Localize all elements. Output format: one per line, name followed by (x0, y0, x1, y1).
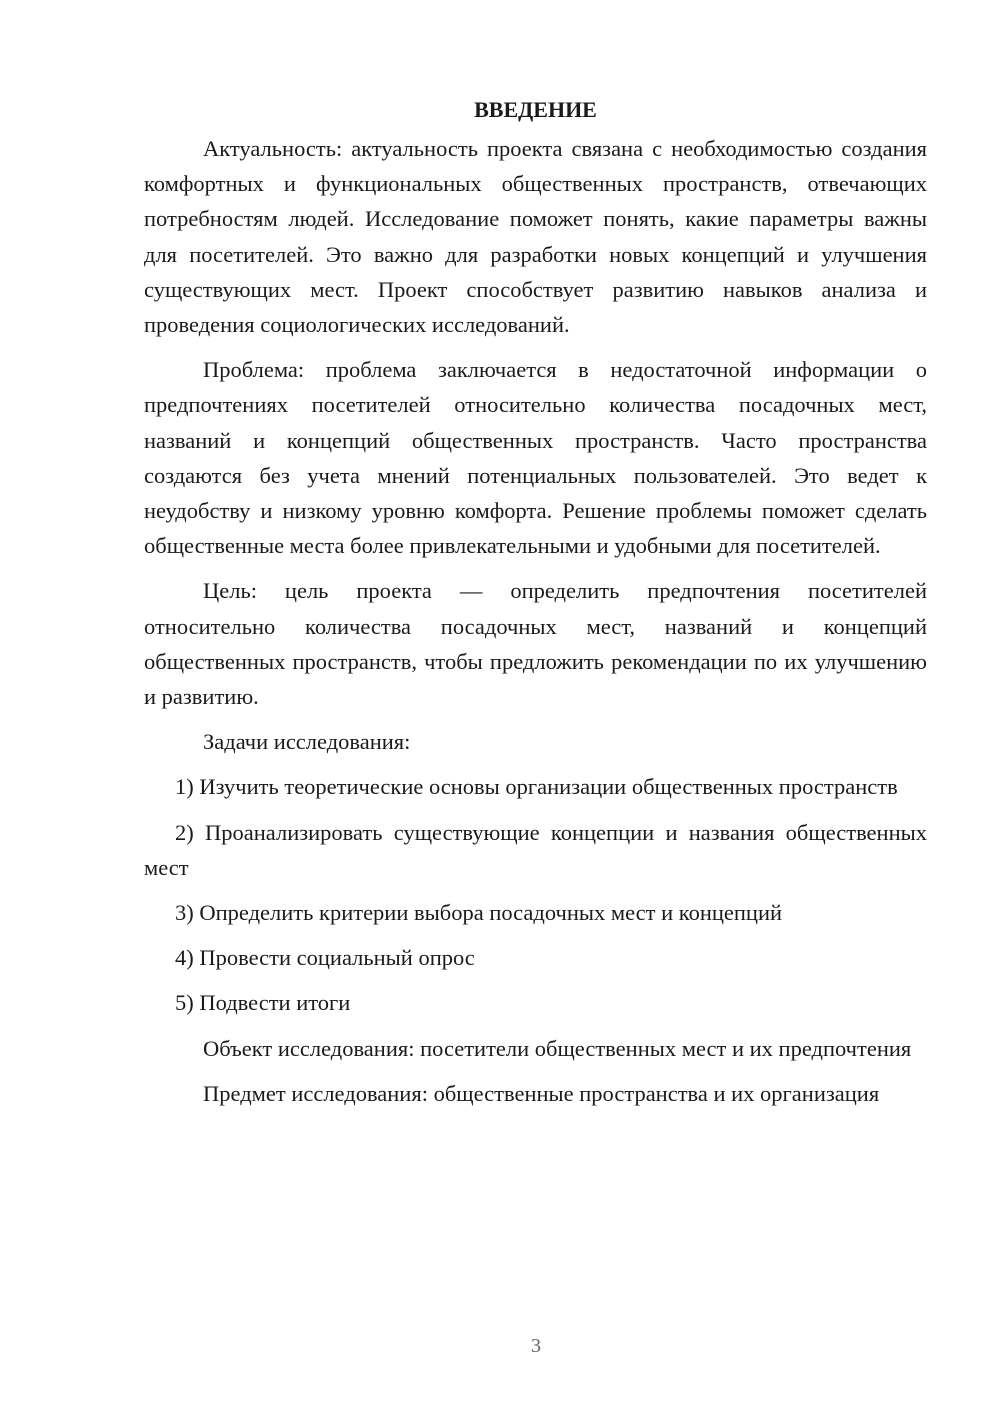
task-item-4: 4) Провести социальный опрос (175, 945, 475, 971)
goal-paragraph: Цель: цель проекта — определить предпочтения посетителей относительно количества посадочных мест, названий и концепций общественных пространств, чтобы предложить рекомендации по их улучшению и развитию. (144, 578, 927, 710)
section-heading: ВВЕДЕНИЕ (474, 97, 597, 122)
problem-paragraph: Проблема: проблема заключается в недостаточной информации о предпочтениях посетителей относительно количества посадочных мест, названий и концепций общественных пространств. Часто пространства создаются без учета мнений потенциальных пользователей. Это ведет к неудобству и низкому уровню комфорта. Решение проблемы поможет сделать общественные места более привлекательными и удобными для посетителей. (144, 357, 927, 559)
task-item-1: 1) Изучить теоретические основы организации общественных пространств (175, 774, 898, 800)
page-content (144, 92, 927, 1121)
task-item-2: 2) Проанализировать существующие концепции и названия общественных мест (144, 819, 927, 880)
page-number: 3 (531, 1335, 541, 1357)
subject-paragraph: Предмет исследования: общественные пространства и их организация (203, 1080, 880, 1106)
object-paragraph: Объект исследования: посетители общественных мест и их предпочтения (203, 1035, 912, 1061)
task-item-5: 5) Подвести итоги (175, 990, 351, 1016)
task-item-3: 3) Определить критерии выбора посадочных мест и концепций (175, 900, 783, 926)
tasks-label: Задачи исследования: (203, 729, 411, 755)
relevance-paragraph: Актуальность: актуальность проекта связана с необходимостью создания комфортных и функциональных общественных пространств, отвечающих потребностям людей. Исследование поможет понять, какие параметры важны для посетителей. Это важно для разработки новых концепций и улучшения существующих мест. Проект способствует развитию навыков анализа и проведения социологических исследований. (144, 136, 927, 338)
